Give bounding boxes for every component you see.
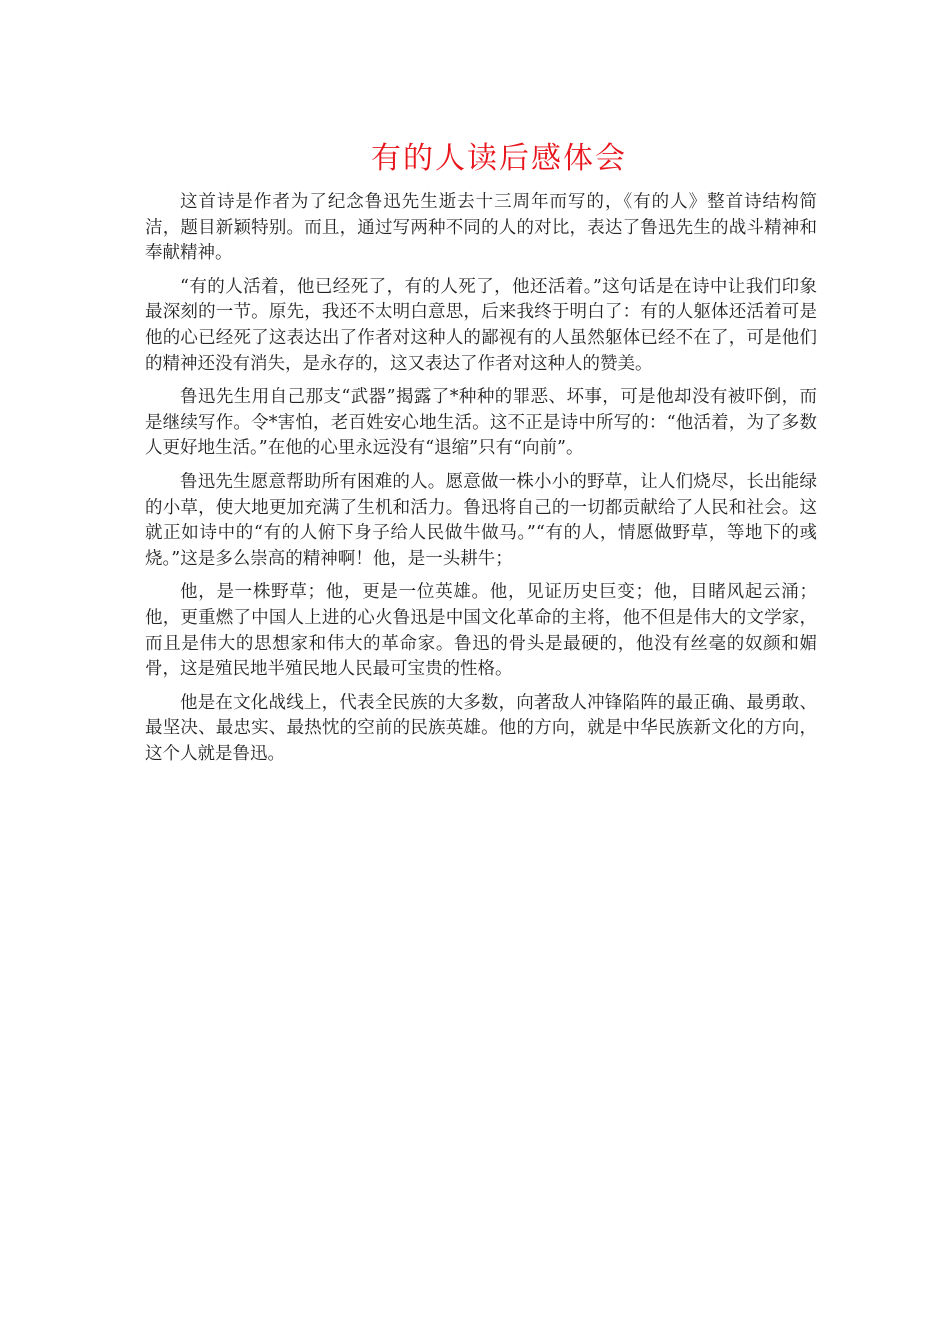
document-title: 有的人读后感体会 xyxy=(371,141,627,176)
paragraph-6: 他是在文化战线上，代表全民族的大多数，向著敌人冲锋陷阵的最正确、最勇敢、最坚决、最忠实、最热忱的空前的民族英雄。他的方向，就是中华民族新文化的方向，这个人就是鲁迅。 xyxy=(145,692,817,764)
paragraph-1: 这首诗是作者为了纪念鲁迅先生逝去十三周年而写的，《有的人》整首诗结构简洁，题目新颖特别。而且，通过写两种不同的人的对比，表达了鲁迅先生的战斗精神和奉献精神。 xyxy=(145,192,817,264)
document-body xyxy=(145,190,817,775)
paragraph-4: 鲁迅先生愿意帮助所有困难的人。愿意做一株小小的野草，让人们烧尽，长出能绿的小草，使大地更加充满了生机和活力。鲁迅将自己的一切都贡献给了人民和社会。这就正如诗中的“有的人俯下身子给人民做牛做马。”“有的人，情愿做野草，等地下的彧烧。”这是多么崇高的精神啊！他，是一头耕牛； xyxy=(145,471,817,569)
paragraph-5: 他，是一株野草；他，更是一位英雄。他，见证历史巨变；他，目睹风起云涌；他，更重燃了中国人上进的心火鲁迅是中国文化革命的主将，他不但是伟大的文学家，而且是伟大的思想家和伟大的革命家。鲁迅的骨头是最硬的，他没有丝毫的奴颜和媚骨，这是殖民地半殖民地人民最可宝贵的性格。 xyxy=(145,582,817,680)
paragraph-3: 鲁迅先生用自己那支“武器”揭露了*种种的罪恶、坏事，可是他却没有被吓倒，而是继续写作。令*害怕，老百姓安心地生活。这不正是诗中所写的：“他活着，为了多数人更好地生活。”在他的心里永远没有“退缩”只有“向前”。 xyxy=(145,387,817,459)
paragraph-2: “有的人活着，他已经死了，有的人死了，他还活着。”这句话是在诗中让我们印象最深刻的一节。原先，我还不太明白意思，后来我终于明白了：有的人躯体还活着可是他的心已经死了这表达出了作者对这种人的鄙视有的人虽然躯体已经不在了，可是他们的精神还没有消失，是永存的，这又表达了作者对这种人的赞美。 xyxy=(145,276,817,374)
